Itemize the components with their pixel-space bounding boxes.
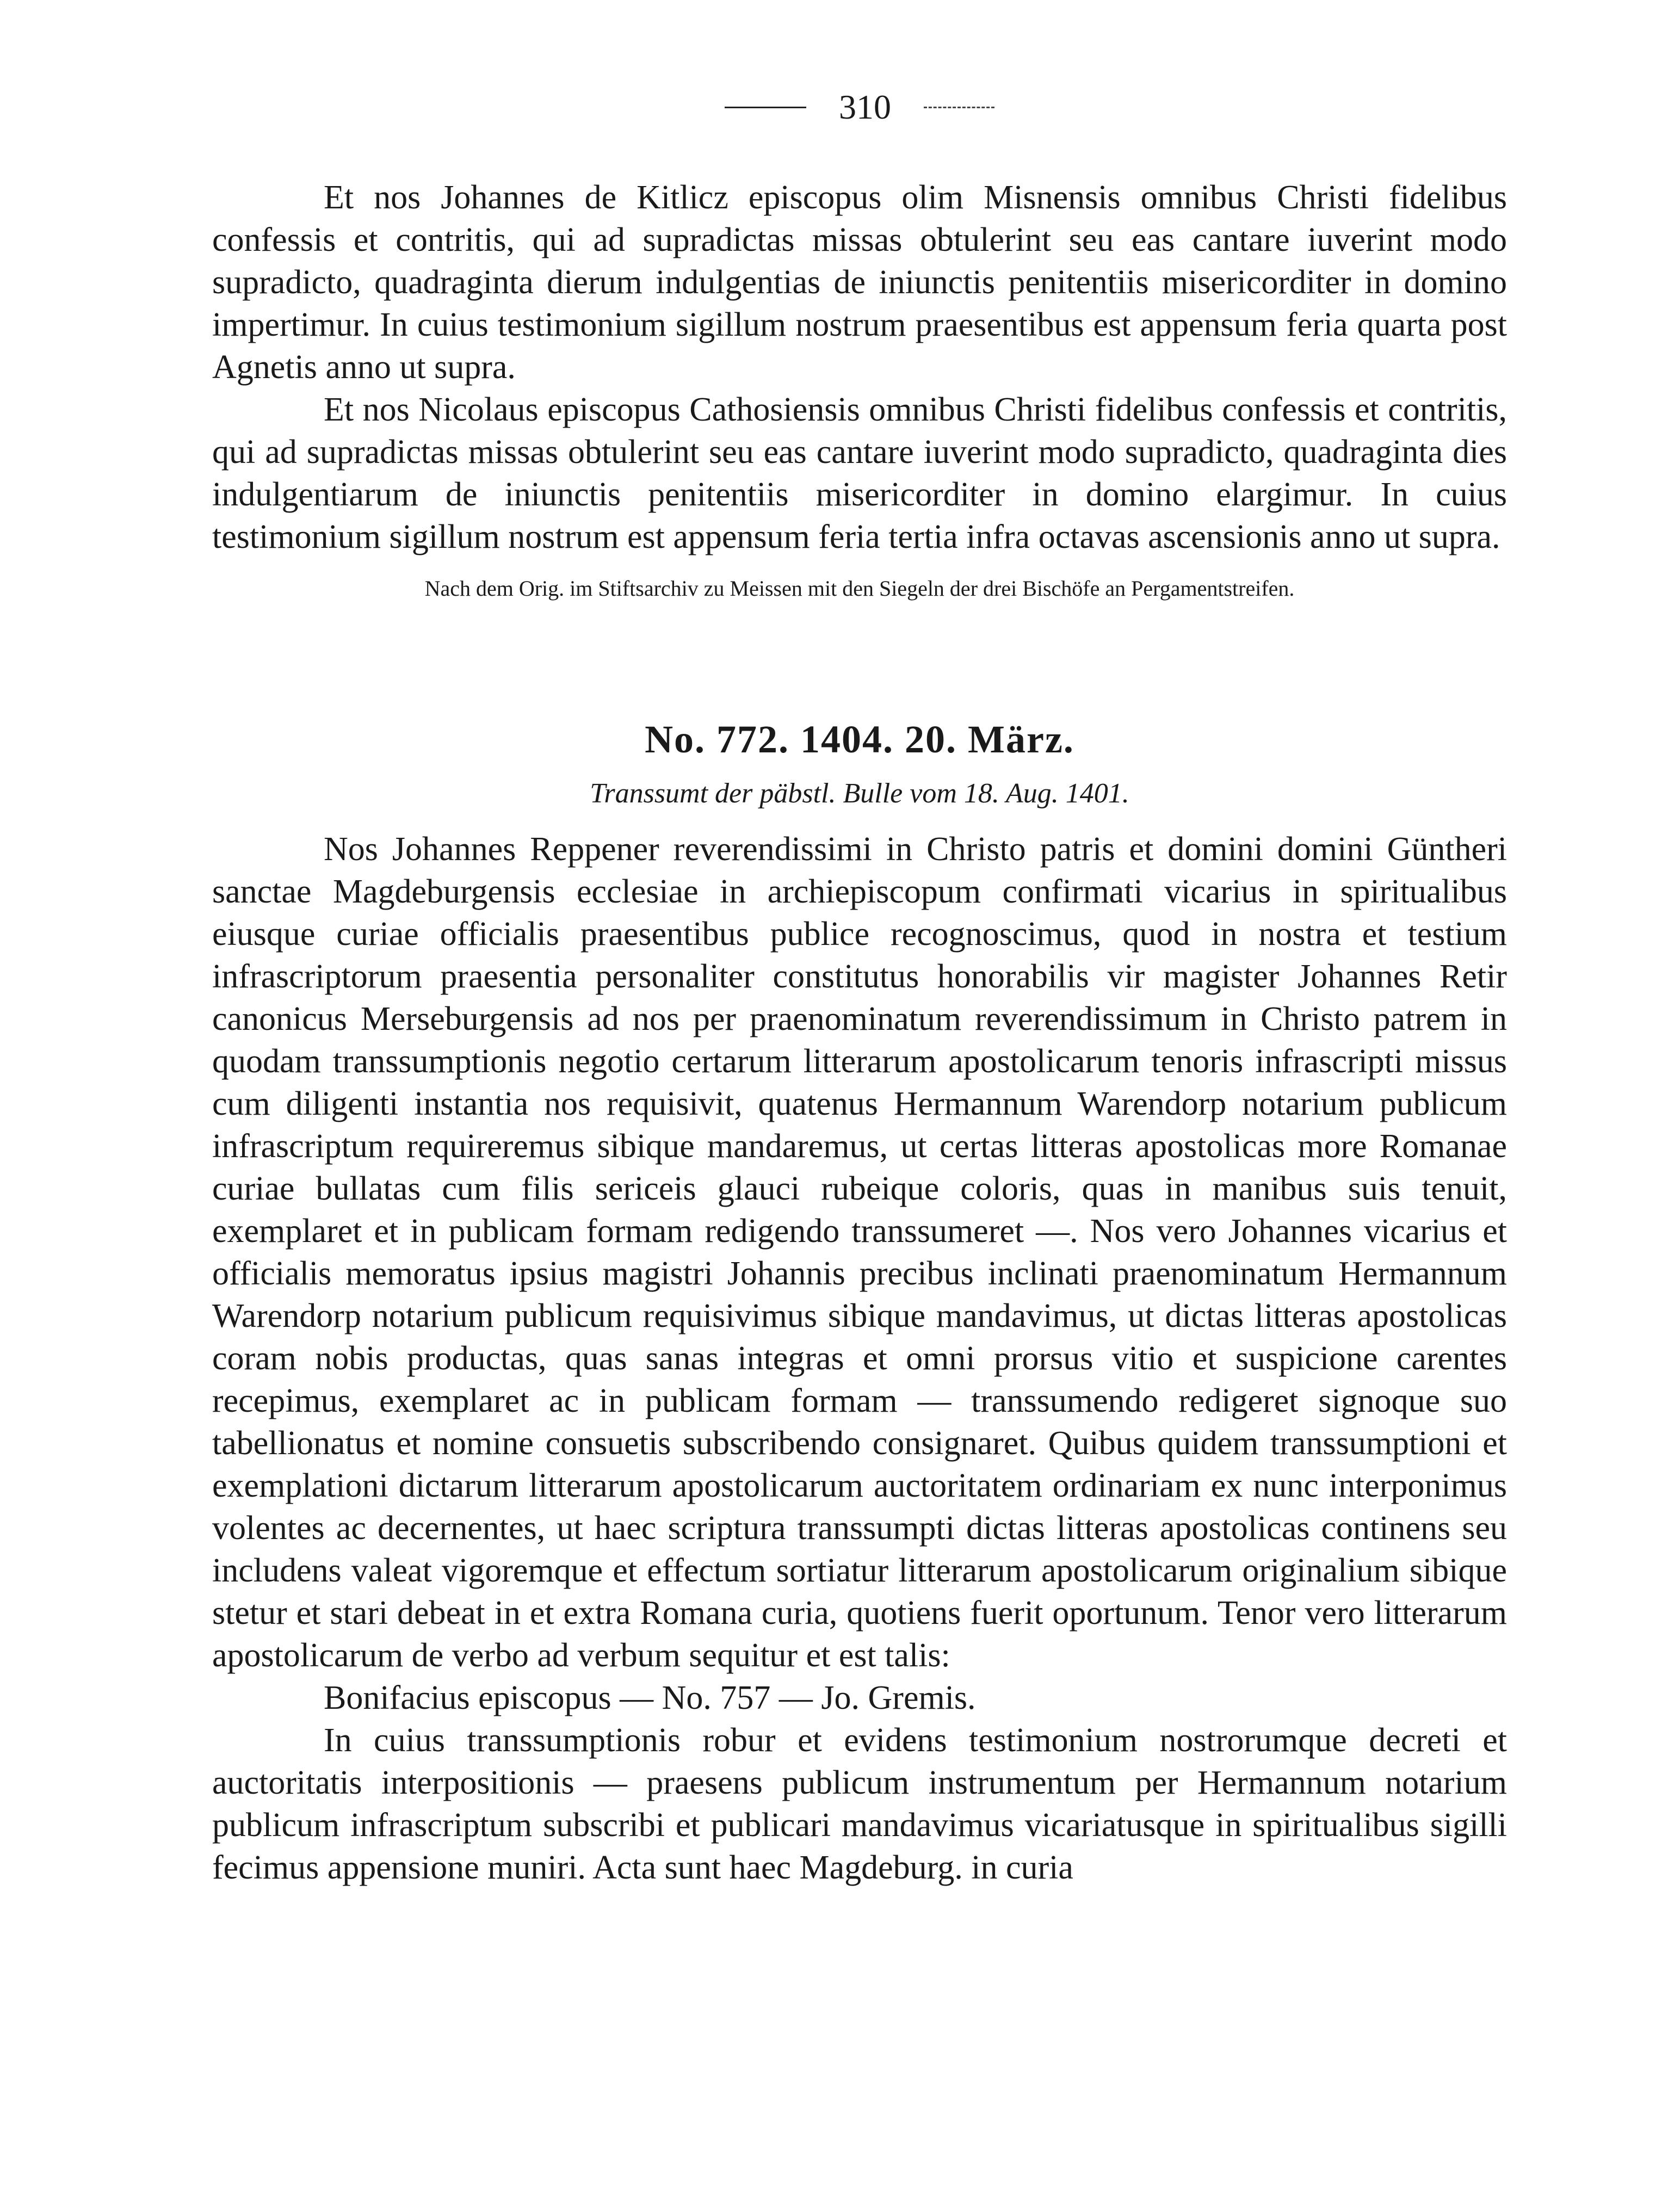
header-rule-left: [725, 107, 806, 108]
paragraph-transsumptionis: In cuius transsumptionis robur et evidens testimonium nostrorumque decreti et auctoritatis interpositionis — praesens publicum instrumentum per Hermannum notarium publicum infrascriptum subscribi et publicari mandavimus vicariatusque in spiritualibus sigilli fecimus appensione muniri. Acta sunt haec Magdeburg. in curia: [212, 1722, 1507, 1886]
document-subtitle: Transsumt der päbstl. Bulle vom 18. Aug. 1401.: [590, 778, 1129, 809]
paragraph-reppener: Nos Johannes Reppener reverendissimi in Christo patris et domini domini Güntheri sanctae Magdeburgensis ecclesiae in archiepiscopum confirmati vicarius in spiritualibus eiusque curiae officialis praesentibus publice recognoscimus, quod in nostra et testium infrascriptorum praesentia personaliter constitutus honorabilis vir magister Johannes Retir canonicus Merseburgensis ad nos per praenominatum reverendissimum in Christo patrem in quodam transsumptionis negotio certarum litterarum apostolicarum tenoris infrascripti missus cum diligenti instantia nos requisivit, quatenus Hermannum Warendorp notarium publicum infrascriptum requireremus sibique mandaremus, ut certas litteras apostolicas more Romanae curiae bullatas cum filis sericeis glauci rubeique coloris, quas in manibus suis tenuit, exemplaret et in publicam formam redigendo transsumeret —. Nos vero Johannes vicarius et officialis memoratus ipsius magistri Johannis precibus inclinati praenominatum Hermannum Warendorp notarium publicum requisivimus sibique mandavimus, ut dictas litteras apostolicas coram nobis productas, quas sanas integras et omni prorsus vitio et suspicione carentes recepimus, exemplaret ac in publicam formam — transsumendo redigeret signoque suo tabellionatus et nomine consuetis subscribendo consignaret. Quibus quidem transsumptioni et exemplationi dictarum litterarum apostolicarum auctoritatem ordinariam ex nunc interponimus volentes ac decernentes, ut haec scriptura transsumpti dictas litteras apostolicas continens seu includens valeat vigoremque et effectum sortiatur litterarum apostolicarum originalium sibique stetur et stari debeat in et extra Romana curia, quotiens fuerit oportunum. Tenor vero litterarum apostolicarum de verbo ad verbum sequitur et est talis:: [212, 831, 1507, 1674]
document-page: [212, 87, 1507, 1889]
header-rule-right: [924, 107, 994, 108]
paragraph-bonifacius: Bonifacius episcopus — No. 757 — Jo. Gremis.: [324, 1679, 976, 1716]
source-note: Nach dem Orig. im Stiftsarchiv zu Meissen mit den Siegeln der drei Bischöfe an Pergamentstreifen.: [424, 576, 1295, 601]
paragraph-nicolaus: Et nos Nicolaus episcopus Cathosiensis omnibus Christi fidelibus confessis et contritis, qui ad supradictas missas obtulerint seu eas cantare iuverint modo supradicto, quadraginta dies indulgentiarum de iniunctis penitentiis misericorditer in domino elargimur. In cuius testimonium sigillum nostrum est appensum feria tertia infra octavas ascensionis anno ut supra.: [212, 391, 1507, 555]
page-header: [212, 87, 1507, 127]
page-number: 310: [839, 88, 891, 126]
paragraph-kitlicz: Et nos Johannes de Kitlicz episcopus olim Misnensis omnibus Christi fidelibus confessis et contritis, qui ad supradictas missas obtulerint seu eas cantare iuverint modo supradicto, quadraginta dierum indulgentias de iniunctis penitentiis misericorditer in domino impertimur. In cuius testimonium sigillum nostrum praesentibus est appensum feria quarta post Agnetis anno ut supra.: [212, 179, 1507, 386]
document-heading: No. 772. 1404. 20. März.: [645, 718, 1074, 761]
